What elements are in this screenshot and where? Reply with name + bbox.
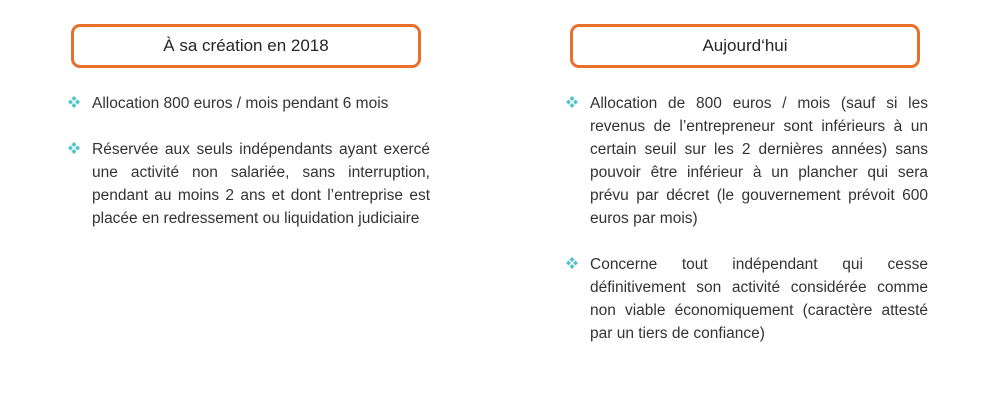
list-item	[566, 253, 928, 345]
left-header-box	[71, 24, 421, 68]
right-bullet-list	[566, 92, 928, 368]
four-diamond-bullet-icon	[68, 96, 80, 108]
list-item	[68, 92, 430, 115]
left-header-title: À sa création en 2018	[163, 36, 329, 55]
list-item	[566, 92, 928, 230]
right-header-box	[570, 24, 920, 68]
bullet-text: Allocation 800 euros / mois pendant 6 mois	[92, 95, 389, 112]
four-diamond-bullet-icon	[68, 142, 80, 154]
right-header-title: Aujourd‘hui	[702, 36, 788, 55]
four-diamond-bullet-icon	[566, 96, 578, 108]
list-item	[68, 138, 430, 230]
four-diamond-bullet-icon	[566, 257, 578, 269]
bullet-text: Réservée aux seuls indépendants ayant exercé une activité non salariée, sans interruption, pendant au moins 2 ans et dont l’entreprise est placée en redressement ou liquidation judiciaire	[92, 141, 430, 227]
bullet-text: Concerne tout indépendant qui cesse définitivement son activité considérée comme non viable économiquement (caractère attesté par un tiers de confiance)	[590, 256, 928, 342]
left-bullet-list	[68, 92, 430, 253]
bullet-text: Allocation de 800 euros / mois (sauf si les revenus de l’entrepreneur sont inférieurs à un certain seuil sur les 2 dernières années) sans pouvoir être inférieur à un plancher qui sera prévu par décret (le gouvernement prévoit 600 euros par mois)	[590, 95, 928, 227]
